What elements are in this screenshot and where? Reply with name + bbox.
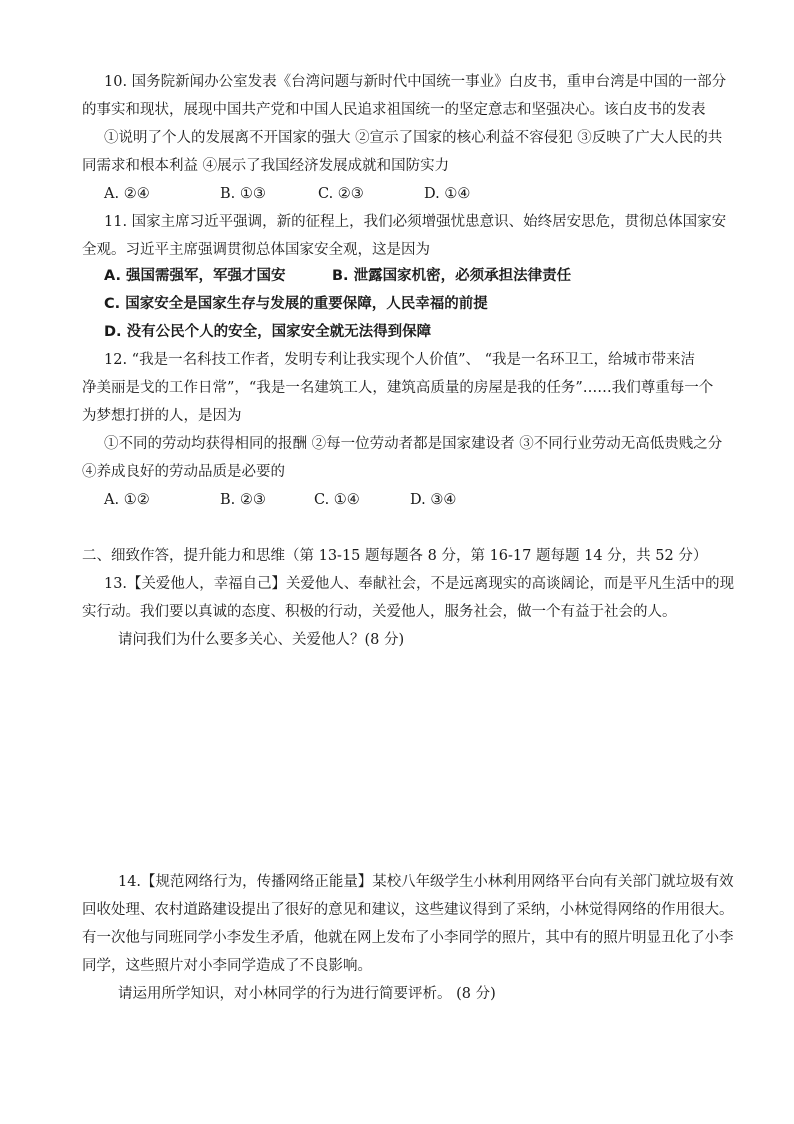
q10-option-b: B. ①③	[220, 186, 266, 202]
q12-stem-line-1: 12. “我是一名科技工作者，发明专利让我实现个人价值”、 “我是一名环卫工，给城市带来洁	[104, 352, 696, 368]
q11-option-b: B. 泄露国家机密，必须承担法律责任	[332, 268, 572, 284]
section-2-heading: 二、细致作答，提升能力和思维（第 13-15 题每题各 8 分，第 16-17 题每题 14 分，共 52 分）	[82, 548, 708, 564]
q11-stem-line-1: 11. 国家主席习近平强调，新的征程上，我们必须增强忧患意识、始终居安思危，贯彻总体国家安	[104, 214, 727, 230]
q11-option-d: D. 没有公民个人的安全，国家安全就无法得到保障	[104, 324, 432, 340]
q14-line-4: 同学，这些照片对小李同学造成了不良影响。	[82, 958, 372, 974]
q10-option-c: C. ②③	[318, 186, 364, 202]
q12-stem-line-3: 为梦想打拼的人，是因为	[82, 408, 242, 424]
q11-option-c: C. 国家安全是国家生存与发展的重要保障，人民幸福的前提	[104, 296, 488, 312]
q10-option-a: A. ②④	[104, 186, 150, 202]
q13-question: 请问我们为什么要多关心、关爱他人？(8 分)	[118, 632, 405, 648]
q10-option-d: D. ①④	[424, 186, 471, 202]
q12-items-line-1: ①不同的劳动均获得相同的报酬 ②每一位劳动者都是国家建设者 ③不同行业劳动无高低贵贱之分	[104, 436, 723, 452]
q10-items-line-1: ①说明了个人的发展离不开国家的强大 ②宣示了国家的核心利益不容侵犯 ③反映了广大人民的共	[104, 130, 723, 146]
q14-line-3: 有一次他与同班同学小李发生矛盾，他就在网上发布了小李同学的照片，其中有的照片明显丑化了小李	[82, 930, 734, 946]
q12-stem-line-2: 净美丽是戈的工作日常”，“我是一名建筑工人，建筑高质量的房屋是我的任务”……我们尊重每一个	[82, 380, 714, 396]
q10-stem-line-2: 的事实和现状，展现中国共产党和中国人民追求祖国统一的坚定意志和坚强决心。该白皮书的发表	[82, 102, 706, 118]
q14-line-2: 回收处理、农村道路建设提出了很好的意见和建议，这些建议得到了采纳，小林觉得网络的作用很大。	[82, 902, 734, 918]
q14-line-1: 14.【规范网络行为，传播网络正能量】某校八年级学生小林利用网络平台向有关部门就垃圾有效	[118, 874, 734, 890]
q13-line-2: 实行动。我们要以真诚的态度、积极的行动，关爱他人，服务社会，做一个有益于社会的人。	[82, 604, 677, 620]
q12-items-line-2: ④养成良好的劳动品质是必要的	[82, 464, 285, 480]
q11-stem-line-2: 全观。习近平主席强调贯彻总体国家安全观，这是因为	[82, 242, 430, 258]
q12-option-d: D. ③④	[410, 492, 457, 508]
q11-option-a: A. 强国需强军，军强才国安	[104, 268, 286, 284]
q13-line-1: 13.【关爱他人，幸福自己】关爱他人、奉献社会，不是远离现实的高谈阔论，而是平凡生活中的现	[104, 576, 735, 592]
q14-question: 请运用所学知识，对小林同学的行为进行简要评析。 (8 分)	[118, 986, 496, 1002]
q12-option-b: B. ②③	[220, 492, 266, 508]
q12-option-c: C. ①④	[314, 492, 360, 508]
q12-option-a: A. ①②	[104, 492, 150, 508]
q10-stem-line-1: 10. 国务院新闻办公室发表《台湾问题与新时代中国统一事业》白皮书，重申台湾是中国的一部分	[104, 74, 727, 90]
q10-items-line-2: 同需求和根本利益 ④展示了我国经济发展成就和国防实力	[82, 158, 450, 174]
